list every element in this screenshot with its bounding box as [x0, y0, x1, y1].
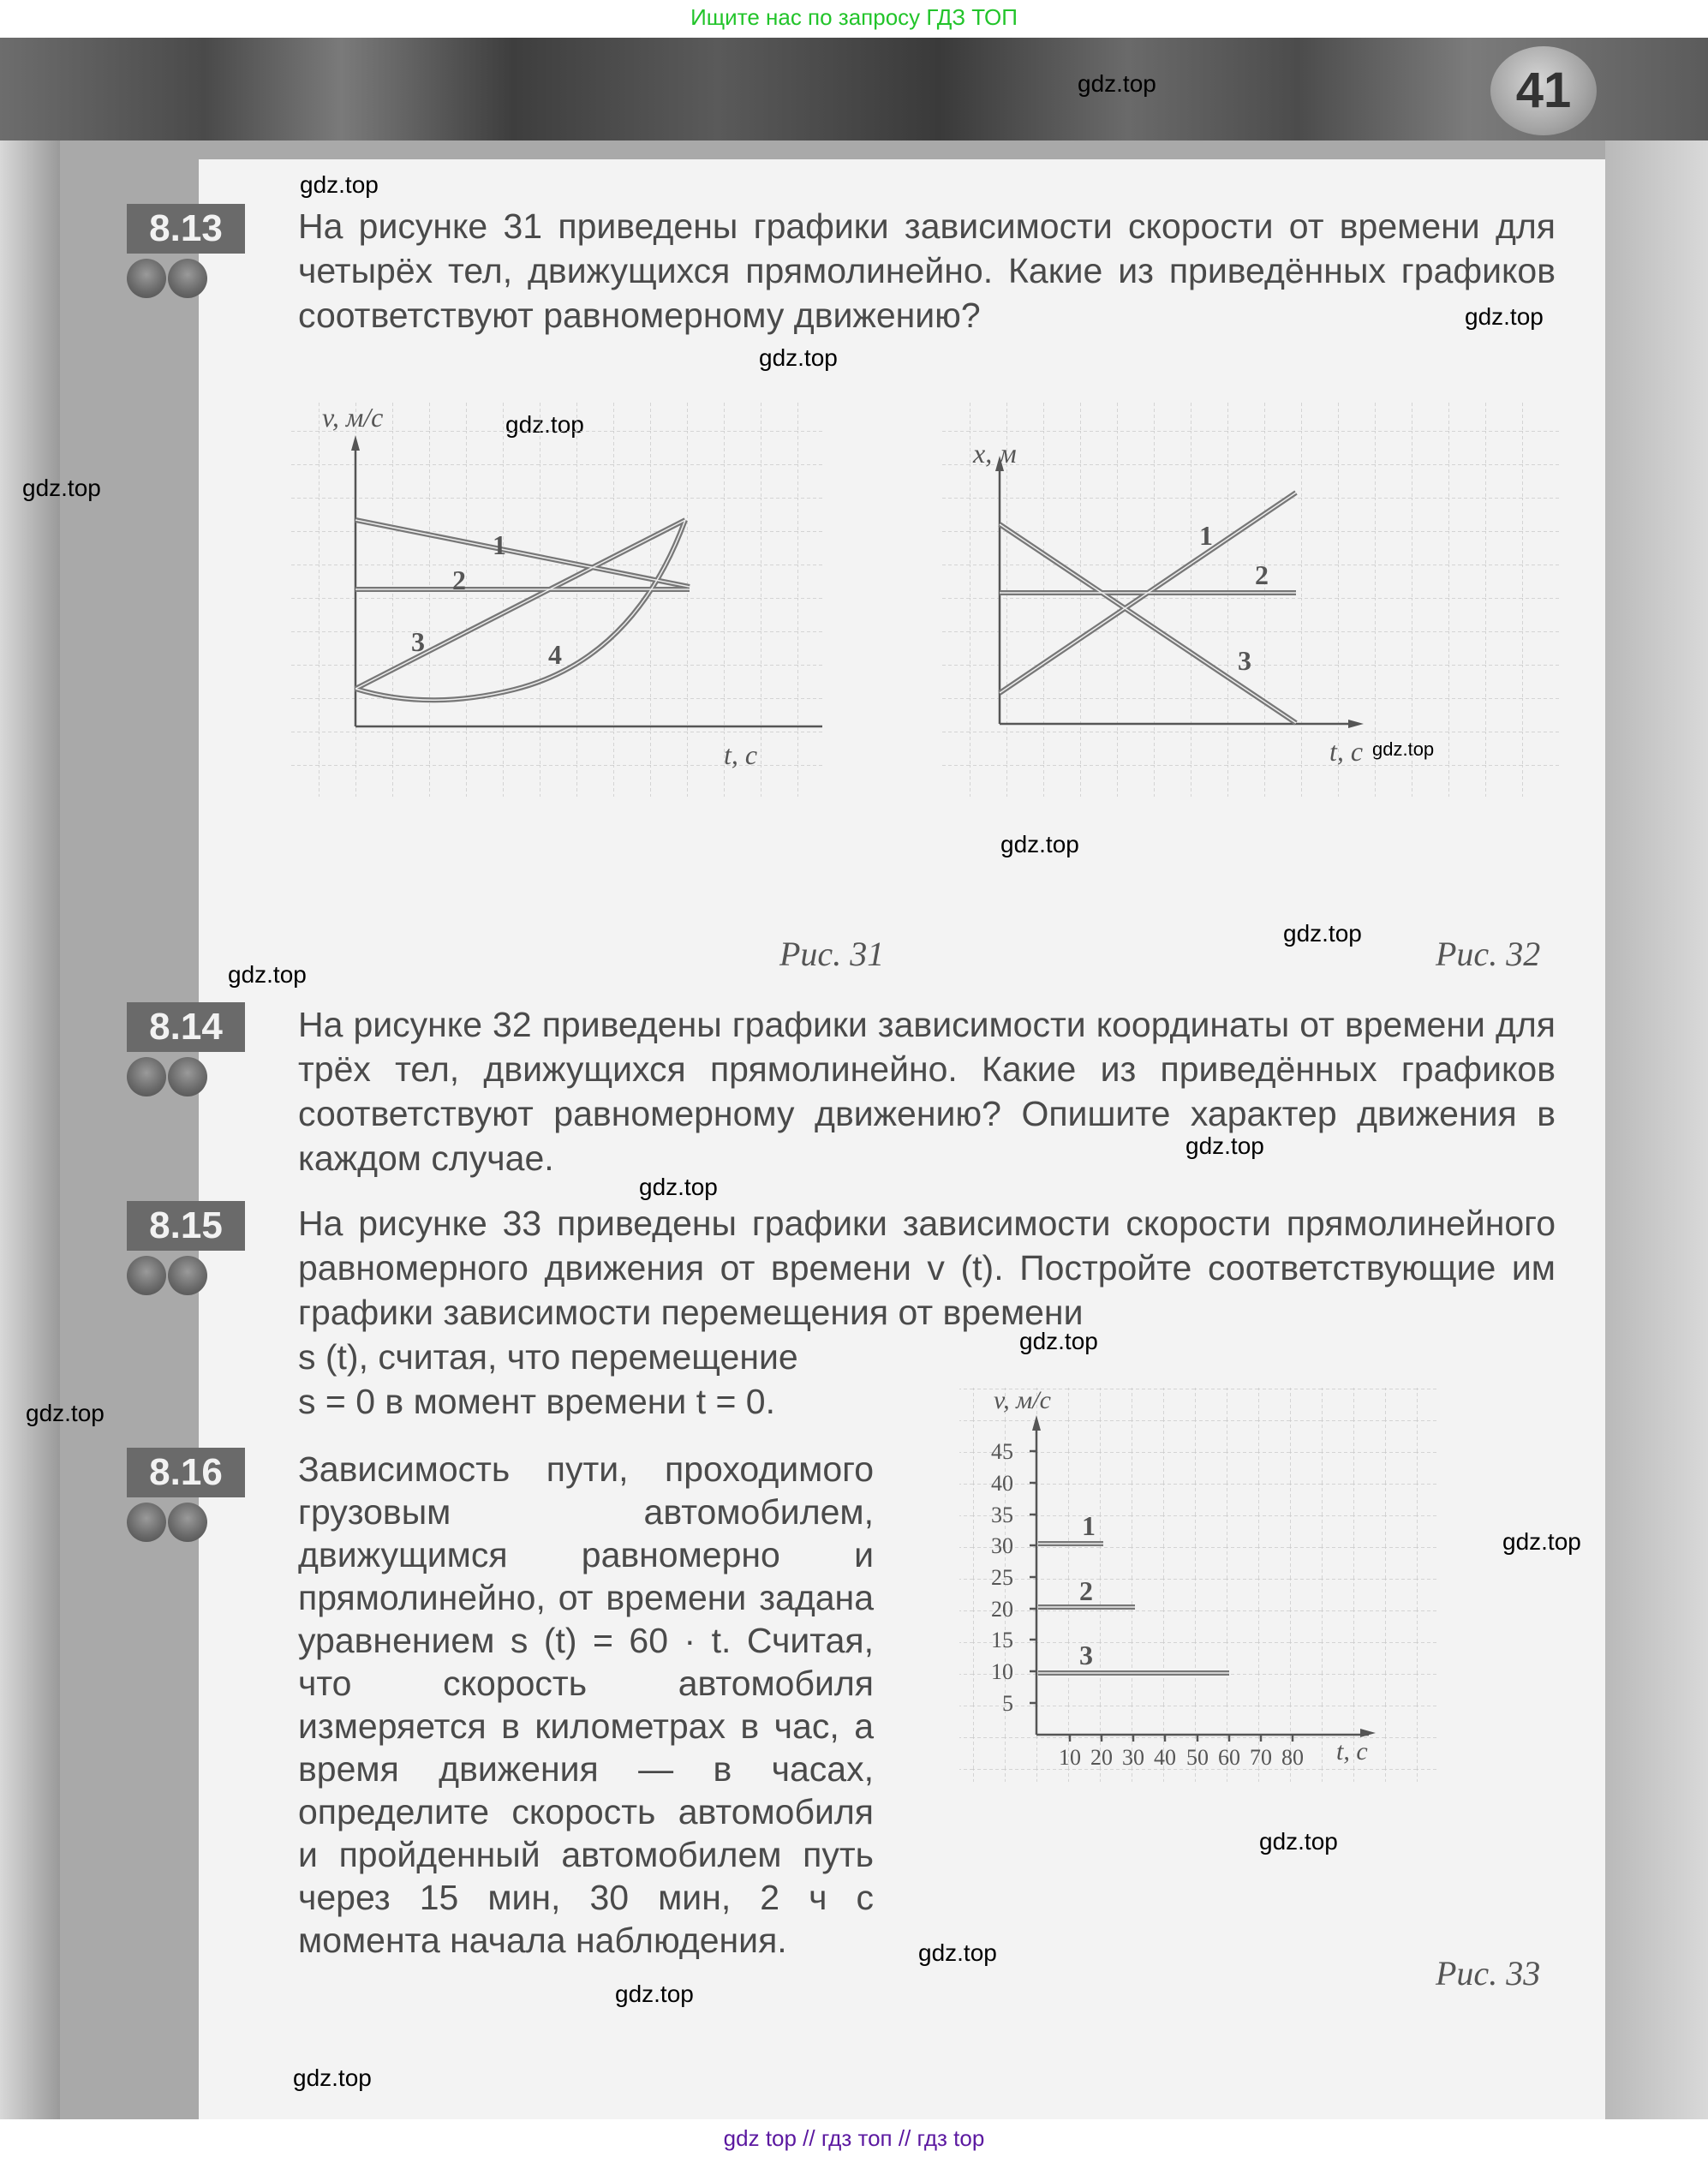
difficulty-ball-icon	[168, 1503, 207, 1542]
x-tick-label: 40	[1154, 1745, 1176, 1770]
y-tick-label: 40	[991, 1471, 1013, 1496]
series-label: 3	[1238, 645, 1251, 676]
figure-32-chart	[942, 403, 1559, 994]
series-label: 4	[548, 639, 562, 670]
watermark: gdz.top	[300, 171, 379, 198]
difficulty-ball-icon	[127, 1503, 166, 1542]
difficulty-ball-icon	[127, 1057, 166, 1096]
watermark: gdz.top	[228, 961, 307, 988]
y-tick-label: 20	[991, 1597, 1013, 1622]
header-photo-band	[0, 38, 1708, 140]
y-tick-label: 30	[991, 1533, 1013, 1558]
series-label: 1	[1199, 520, 1213, 551]
difficulty-ball-icon	[168, 1256, 207, 1295]
series-label: 1	[1082, 1510, 1096, 1541]
figure-caption: Рис. 31	[779, 935, 885, 973]
x-tick-label: 10	[1059, 1745, 1081, 1770]
y-tick-label: 15	[991, 1628, 1013, 1652]
y-tick-label: 25	[991, 1565, 1013, 1590]
task-text: Зависимость пути, проходимого грузовым автомобилем, движущимся равномерно и прямолинейно, от времени задана уравнением s (t) = 60 · t. Считая, что скорость автомобиля измеряется в километрах в час, а время движения — в часах, определите скорость автомобиля и пройденный автомобилем путь через 15 мин, 30 мин, 2 ч с момента начала наблюдения.	[298, 1449, 874, 1960]
series-label: 3	[1079, 1640, 1093, 1670]
y-axis-label: v, м/с	[322, 403, 384, 433]
y-tick-label: 10	[991, 1659, 1013, 1684]
task-number-badge: 8.14	[127, 1002, 245, 1052]
series-label: 2	[452, 565, 466, 595]
task-text: s = 0 в момент времени t = 0.	[298, 1382, 776, 1421]
watermark: gdz.top	[1502, 1528, 1581, 1555]
task-text: На рисунке 31 приведены графики зависимости скорости от времени для четырёх тел, движущихся прямолинейно. Какие из приведённых графиков соответствуют равномерному движению?	[298, 206, 1556, 335]
x-axis-label: t, с	[1336, 1737, 1368, 1766]
task-text: На рисунке 32 приведены графики зависимости координаты от времени для трёх тел, движущихся прямолинейно. Какие из приведённых графиков соответствуют равномерному движению? Опишите характер движения в каждом случае.	[298, 1005, 1556, 1178]
figure-caption: Рис. 32	[1436, 935, 1541, 973]
difficulty-ball-icon	[127, 259, 166, 298]
y-tick-label: 45	[991, 1439, 1013, 1464]
series-label: 1	[493, 529, 506, 560]
x-axis-label: t, с	[724, 739, 758, 770]
footer-text: gdz top // гдз топ // гдз top	[723, 2125, 985, 2151]
watermark: gdz.top	[26, 1400, 105, 1426]
watermark: gdz.top	[615, 1981, 694, 2007]
x-tick-label: 70	[1250, 1745, 1272, 1770]
series-label: 3	[411, 626, 425, 657]
difficulty-indicator	[127, 1057, 212, 1098]
x-tick-label: 50	[1186, 1745, 1209, 1770]
x-tick-label: 60	[1218, 1745, 1240, 1770]
watermark: gdz.top	[1465, 303, 1544, 330]
task-number-badge: 8.13	[127, 204, 245, 254]
x-tick-label: 30	[1122, 1745, 1144, 1770]
watermark: gdz.top	[639, 1174, 718, 1200]
search-hint-text: Ищите нас по запросу ГДЗ ТОП	[690, 4, 1018, 30]
footer-banner	[0, 2119, 1708, 2157]
y-axis-label: x, м	[973, 438, 1017, 469]
figure-33-chart	[959, 1371, 1576, 2005]
watermark: gdz.top	[1019, 1328, 1098, 1354]
page-right-edge	[1605, 140, 1708, 2119]
y-axis-label: v, м/с	[994, 1386, 1051, 1414]
task-text: s (t), считая, что перемещение	[298, 1337, 798, 1377]
x-tick-label: 80	[1281, 1745, 1304, 1770]
watermark: gdz.top	[759, 344, 838, 371]
task-number-badge: 8.15	[127, 1201, 245, 1251]
watermark: gdz.top	[22, 475, 101, 501]
difficulty-indicator	[127, 1256, 212, 1297]
watermark: gdz.top	[1283, 920, 1362, 947]
watermark: gdz.top	[293, 2064, 372, 2091]
task-text: На рисунке 33 приведены графики зависимости скорости прямолинейного равномерного движения от времени v (t). Постройте соответствующие им графики зависимости перемещения от времени	[298, 1204, 1556, 1332]
watermark: gdz.top	[1185, 1132, 1264, 1159]
watermark: gdz.top	[1000, 831, 1079, 857]
page-number-badge: 41	[1490, 46, 1597, 135]
watermark: gdz.top	[1078, 70, 1156, 97]
difficulty-indicator	[127, 1503, 212, 1544]
y-tick-label: 35	[991, 1503, 1013, 1527]
watermark: gdz.top	[918, 1939, 997, 1966]
figure-caption: Рис. 33	[1436, 1954, 1541, 1993]
y-tick-label: 5	[1002, 1691, 1013, 1716]
series-label: 2	[1079, 1575, 1093, 1606]
difficulty-ball-icon	[168, 1057, 207, 1096]
book-spine	[0, 140, 60, 2119]
watermark: gdz.top	[1259, 1828, 1338, 1855]
series-label: 2	[1255, 559, 1269, 590]
x-tick-label: 20	[1090, 1745, 1113, 1770]
difficulty-ball-icon	[168, 259, 207, 298]
difficulty-indicator	[127, 259, 212, 300]
top-banner	[0, 0, 1708, 38]
x-axis-label: t, с	[1329, 736, 1364, 767]
difficulty-ball-icon	[127, 1256, 166, 1295]
task-number-badge: 8.16	[127, 1448, 245, 1497]
figure-31-chart	[291, 403, 822, 994]
